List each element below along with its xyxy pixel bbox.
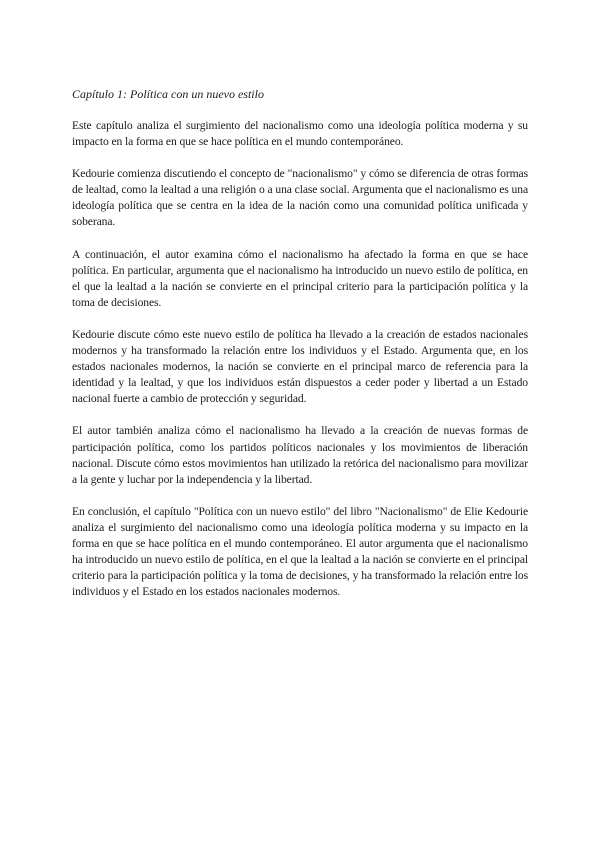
paragraph-politics: A continuación, el autor examina cómo el nacionalismo ha afectado la forma en que se hace política. En particular, argumenta que el nacionalismo ha introducido un nuevo estilo de política, en el que la lealtad a la nación se convierte en el principal criterio para la participación política y la toma de decisiones. — [72, 247, 528, 309]
paragraph-conclusion: En conclusión, el capítulo "Política con un nuevo estilo" del libro "Nacionalismo" de Elie Kedourie analiza el surgimiento del nacionalismo como una ideología política moderna y su impacto en la forma en que se hace política en el mundo contemporáneo. El autor argumenta que el nacionalismo ha introducido un nuevo estilo de política, en el que la lealtad a la nación se convierte en el principal criterio para la participación política y la toma de decisiones, y ha transformado la relación entre los individuos y el Estado en los estados nacionales modernos. — [72, 504, 528, 599]
paragraph-states: Kedourie discute cómo este nuevo estilo de política ha llevado a la creación de estados nacionales modernos y ha transformado la relación entre los individuos y el Estado. Argumenta que, en los estados nacionales modernos, la nación se convierte en el principal marco de referencia para la identidad y la lealtad, y que los individuos están dispuestos a ceder poder y libertad a un Estado nacional fuerte a cambio de protección y seguridad. — [72, 327, 528, 406]
document-page — [72, 86, 528, 616]
paragraph-participation: El autor también analiza cómo el nacionalismo ha llevado a la creación de nuevas formas de participación política, como los partidos políticos nacionales y los movimientos de liberación nacional. Discute cómo estos movimientos han utilizado la retórica del nacionalismo para movilizar a la gente y luchar por la independencia y la libertad. — [72, 424, 528, 486]
paragraph-intro: Este capítulo analiza el surgimiento del nacionalismo como una ideología política moderna y su impacto en la forma en que se hace política en el mundo contemporáneo. — [72, 119, 528, 149]
paragraph-concept: Kedourie comienza discutiendo el concepto de "nacionalismo" y cómo se diferencia de otras formas de lealtad, como la lealtad a una religión o a una clase social. Argumenta que el nacionalismo es una ideología política que se centra en la idea de la nación como una comunidad política unificada y soberana. — [72, 167, 528, 229]
chapter-title: Capítulo 1: Política con un nuevo estilo — [72, 87, 264, 101]
